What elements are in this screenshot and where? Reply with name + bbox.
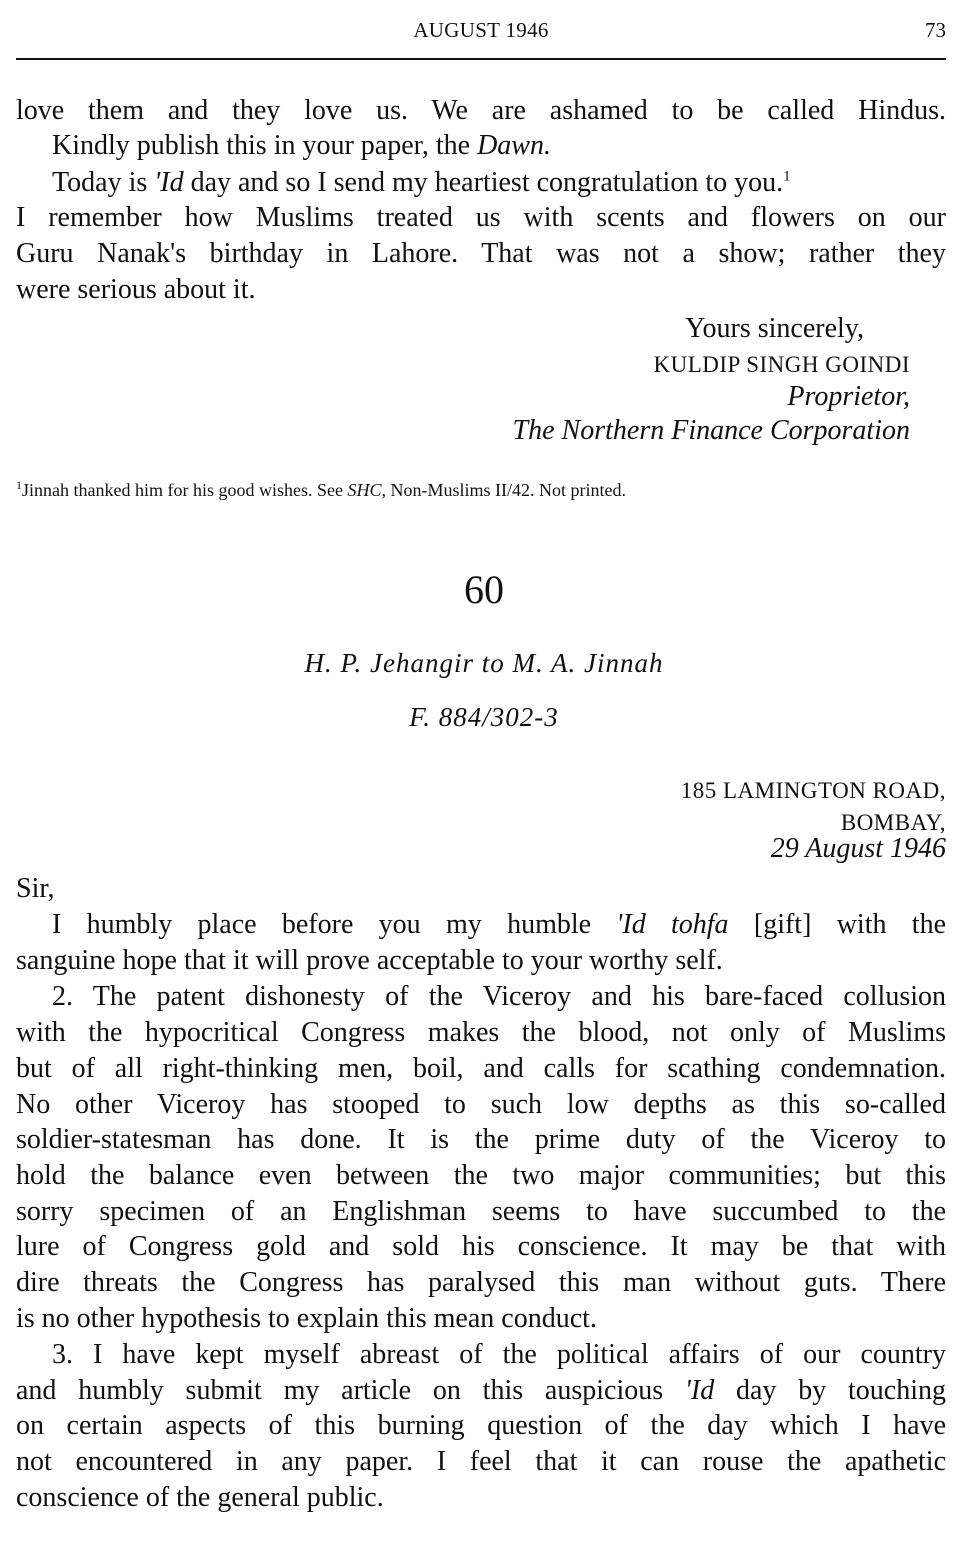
text-line: lure of Congress gold and sold his conscience. It may be that with	[16, 1231, 946, 1262]
text-line: No other Viceroy has stooped to such low depths as this so-called	[16, 1089, 946, 1120]
text-line: 2. The patent dishonesty of the Viceroy and his bare-faced collusion	[52, 981, 946, 1012]
text-line: not encountered in any paper. I feel that it can rouse the apathetic	[16, 1446, 946, 1477]
text-line: with the hypocritical Congress makes the blood, not only of Muslims	[16, 1017, 946, 1048]
address-line: 185 LAMINGTON ROAD,	[680, 778, 946, 803]
document-title: H. P. Jehangir to M. A. Jinnah	[304, 648, 664, 678]
text-line: Today is 'Id day and so I send my heartiest congratulation to you.$^1$	[52, 167, 791, 198]
text-line: hold the balance even between the two major communities; but this	[16, 1160, 946, 1191]
text-line: and humbly submit my article on this auspicious 'Id day by touching	[16, 1375, 946, 1406]
text-line: but of all right-thinking men, boil, and calls for scathing condemnation.	[16, 1053, 946, 1084]
text-line: 3. I have kept myself abreast of the political affairs of our country	[52, 1339, 946, 1370]
footnote-ref: 1	[783, 168, 791, 185]
text-line: Kindly publish this in your paper, the Dawn.	[52, 130, 551, 161]
letter-date: 29 August 1946	[770, 833, 946, 864]
text-line: is no other hypothesis to explain this mean conduct.	[16, 1303, 597, 1334]
page-number: 73	[925, 18, 946, 42]
text-line: sanguine hope that it will prove acceptable to your worthy self.	[16, 945, 723, 976]
text-line: on certain aspects of this burning question of the day which I have	[16, 1410, 946, 1441]
text-line: I remember how Muslims treated us with scents and flowers on our	[16, 202, 946, 233]
text-line: love them and they love us. We are ashamed to be called Hindus.	[16, 95, 946, 126]
signatory-role: Proprietor,	[787, 381, 910, 412]
file-reference: F. 884/302-3	[409, 702, 559, 732]
footnote: $^1$Jinnah thanked him for his good wishes. See SHC, Non-Muslims II/42. Not printed.	[16, 478, 626, 500]
text-line: soldier-statesman has done. It is the prime duty of the Viceroy to	[16, 1124, 946, 1155]
closing: Yours sincerely,	[685, 313, 864, 344]
document-number: 60	[464, 567, 504, 612]
organization: The Northern Finance Corporation	[512, 415, 910, 446]
text-line: dire threats the Congress has paralysed this man without guts. There	[16, 1267, 946, 1298]
running-header	[16, 14, 946, 60]
address-line: BOMBAY,	[840, 810, 946, 835]
text-line: Guru Nanak's birthday in Lahore. That was not a show; rather they	[16, 238, 946, 269]
text-line: were serious about it.	[16, 274, 256, 305]
signatory: KULDIP SINGH GOINDI	[653, 352, 910, 377]
salutation: Sir,	[16, 873, 55, 904]
text-line: I humbly place before you my humble 'Id tohfa [gift] with the	[52, 909, 947, 940]
running-title: AUGUST 1946	[413, 18, 549, 42]
text-line: conscience of the general public.	[16, 1482, 384, 1513]
text-line: sorry specimen of an Englishman seems to have succumbed to the	[16, 1196, 946, 1227]
